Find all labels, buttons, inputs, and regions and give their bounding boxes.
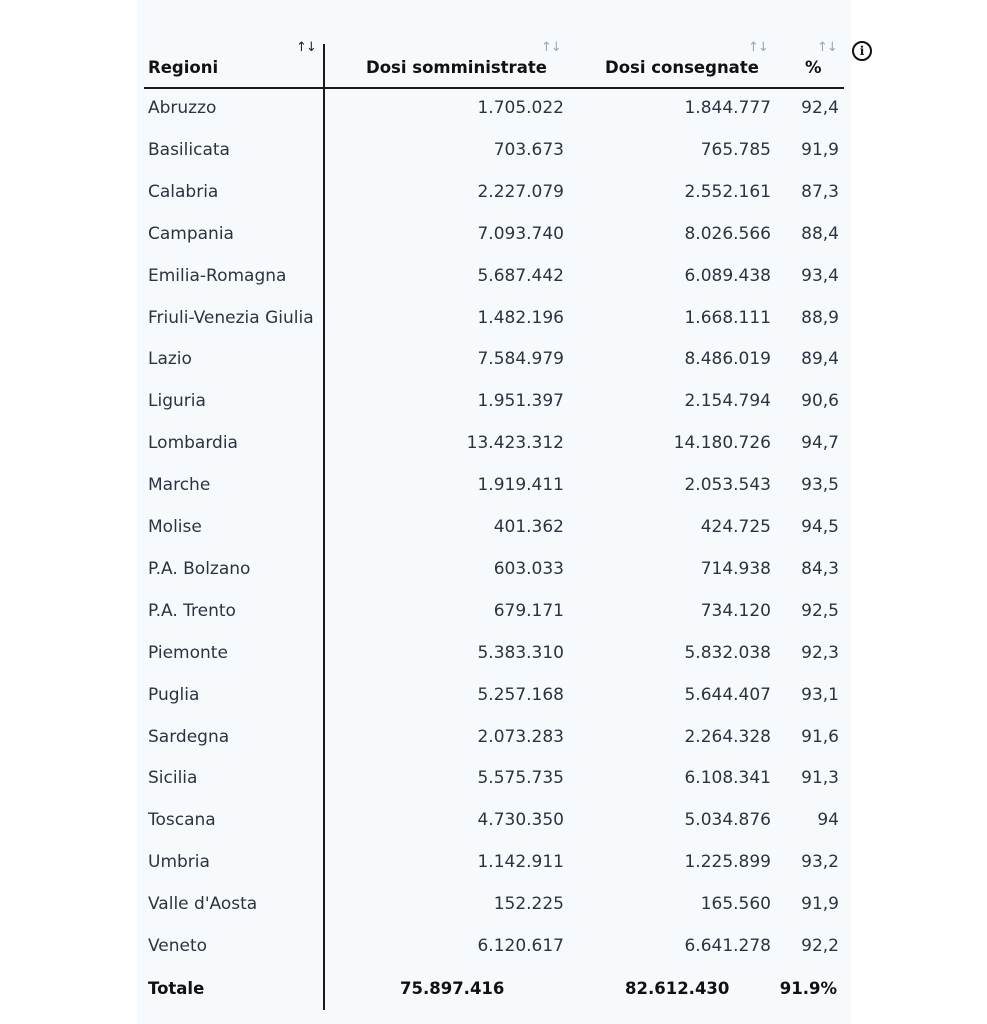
- administered-cell: 1.951.397: [477, 391, 564, 412]
- percent-cell: 94: [817, 810, 839, 831]
- header-regioni[interactable]: Regioni: [148, 58, 219, 77]
- table-row: [0, 675, 987, 717]
- percent-cell: 93,2: [801, 852, 839, 873]
- info-icon[interactable]: i: [852, 41, 872, 61]
- percent-cell: 89,4: [801, 349, 839, 370]
- region-cell: Veneto: [148, 936, 208, 956]
- delivered-cell: 1.668.111: [684, 307, 771, 328]
- table-header: [0, 0, 987, 88]
- header-dosi-consegnate[interactable]: Dosi consegnate: [605, 58, 759, 77]
- delivered-cell: 424.725: [700, 517, 771, 537]
- sort-percent-icon[interactable]: ↑↓: [817, 40, 837, 55]
- region-cell: Sicilia: [148, 768, 198, 789]
- delivered-cell: 165.560: [700, 894, 771, 915]
- table-row: [0, 381, 987, 423]
- region-cell: Valle d'Aosta: [148, 894, 258, 915]
- administered-cell: 4.730.350: [477, 810, 564, 831]
- total-delivered: 82.612.430: [625, 979, 730, 998]
- percent-cell: 90,6: [801, 391, 839, 412]
- administered-cell: 1.482.196: [477, 307, 564, 328]
- administered-cell: 6.120.617: [477, 936, 564, 956]
- sort-dosi-somministrate-icon[interactable]: ↑↓: [541, 40, 561, 55]
- administered-cell: 7.093.740: [477, 223, 564, 244]
- administered-cell: 5.383.310: [477, 642, 564, 663]
- table-row: [0, 591, 987, 633]
- region-cell: P.A. Bolzano: [148, 558, 251, 579]
- administered-cell: 1.919.411: [477, 475, 564, 496]
- region-cell: Molise: [148, 517, 202, 537]
- table-row: [0, 465, 987, 507]
- delivered-cell: 5.644.407: [684, 684, 771, 705]
- percent-cell: 93,4: [801, 265, 839, 286]
- region-cell: Campania: [148, 223, 234, 244]
- percent-cell: 91,3: [801, 768, 839, 789]
- delivered-cell: 5.034.876: [684, 810, 771, 831]
- administered-cell: 2.227.079: [477, 181, 564, 202]
- percent-cell: 92,4: [801, 98, 839, 118]
- table-row: [0, 758, 987, 800]
- table-row: [0, 423, 987, 465]
- table-row: [0, 256, 987, 298]
- administered-cell: 2.073.283: [477, 726, 564, 747]
- delivered-cell: 6.641.278: [684, 936, 771, 956]
- delivered-cell: 5.832.038: [684, 642, 771, 663]
- table-row: [0, 88, 987, 130]
- delivered-cell: 6.108.341: [684, 768, 771, 789]
- region-cell: Emilia-Romagna: [148, 265, 287, 286]
- percent-cell: 88,9: [801, 307, 839, 328]
- delivered-cell: 8.486.019: [684, 349, 771, 370]
- administered-cell: 603.033: [493, 558, 564, 579]
- total-label: Totale: [148, 979, 205, 998]
- delivered-cell: 14.180.726: [673, 433, 771, 454]
- percent-cell: 91,9: [801, 139, 839, 160]
- percent-cell: 94,7: [801, 433, 839, 454]
- administered-cell: 13.423.312: [466, 433, 564, 454]
- delivered-cell: 714.938: [700, 558, 771, 579]
- delivered-cell: 1.225.899: [684, 852, 771, 873]
- percent-cell: 91,9: [801, 894, 839, 915]
- table-row: [0, 339, 987, 381]
- table-row: [0, 172, 987, 214]
- region-cell: Lombardia: [148, 433, 238, 454]
- delivered-cell: 2.552.161: [684, 181, 771, 202]
- percent-cell: 92,5: [801, 600, 839, 621]
- total-row: [0, 976, 987, 1006]
- administered-cell: 1.705.022: [477, 98, 564, 118]
- delivered-cell: 6.089.438: [684, 265, 771, 286]
- delivered-cell: 2.154.794: [684, 391, 771, 412]
- header-dosi-somministrate[interactable]: Dosi somministrate: [366, 58, 547, 77]
- percent-cell: 92,2: [801, 936, 839, 956]
- percent-cell: 93,1: [801, 684, 839, 705]
- total-percent: 91.9%: [779, 979, 837, 998]
- percent-cell: 84,3: [801, 558, 839, 579]
- percent-cell: 93,5: [801, 475, 839, 496]
- table-row: [0, 130, 987, 172]
- administered-cell: 703.673: [493, 139, 564, 160]
- sort-regioni-icon[interactable]: ↑↓: [296, 40, 316, 55]
- table-row: [0, 926, 987, 968]
- administered-cell: 152.225: [493, 894, 564, 915]
- administered-cell: 679.171: [493, 600, 564, 621]
- percent-cell: 88,4: [801, 223, 839, 244]
- region-cell: Basilicata: [148, 139, 230, 160]
- region-cell: Liguria: [148, 391, 206, 412]
- sort-dosi-consegnate-icon[interactable]: ↑↓: [748, 40, 768, 55]
- delivered-cell: 8.026.566: [684, 223, 771, 244]
- administered-cell: 5.687.442: [477, 265, 564, 286]
- delivered-cell: 2.264.328: [684, 726, 771, 747]
- table-row: [0, 507, 987, 549]
- header-percent[interactable]: %: [805, 58, 822, 77]
- administered-cell: 1.142.911: [477, 852, 564, 873]
- table-row: [0, 214, 987, 256]
- table-row: [0, 633, 987, 675]
- total-administered: 75.897.416: [400, 979, 505, 998]
- region-cell: P.A. Trento: [148, 600, 236, 621]
- administered-cell: 5.575.735: [477, 768, 564, 789]
- percent-cell: 94,5: [801, 517, 839, 537]
- region-cell: Marche: [148, 475, 211, 496]
- region-cell: Sardegna: [148, 726, 230, 747]
- delivered-cell: 2.053.543: [684, 475, 771, 496]
- region-cell: Calabria: [148, 181, 219, 202]
- percent-cell: 92,3: [801, 642, 839, 663]
- delivered-cell: 734.120: [700, 600, 771, 621]
- region-cell: Lazio: [148, 349, 192, 370]
- table-row: [0, 298, 987, 340]
- table-row: [0, 884, 987, 926]
- percent-cell: 87,3: [801, 181, 839, 202]
- region-cell: Umbria: [148, 852, 210, 873]
- region-cell: Abruzzo: [148, 98, 217, 118]
- region-cell: Friuli-Venezia Giulia: [148, 307, 314, 328]
- region-cell: Toscana: [148, 810, 216, 831]
- table-row: [0, 800, 987, 842]
- table-row: [0, 549, 987, 591]
- administered-cell: 7.584.979: [477, 349, 564, 370]
- administered-cell: 401.362: [493, 517, 564, 537]
- delivered-cell: 765.785: [700, 139, 771, 160]
- table-row: [0, 717, 987, 759]
- region-cell: Piemonte: [148, 642, 228, 663]
- table-row: [0, 842, 987, 884]
- delivered-cell: 1.844.777: [684, 98, 771, 118]
- administered-cell: 5.257.168: [477, 684, 564, 705]
- region-cell: Puglia: [148, 684, 200, 705]
- percent-cell: 91,6: [801, 726, 839, 747]
